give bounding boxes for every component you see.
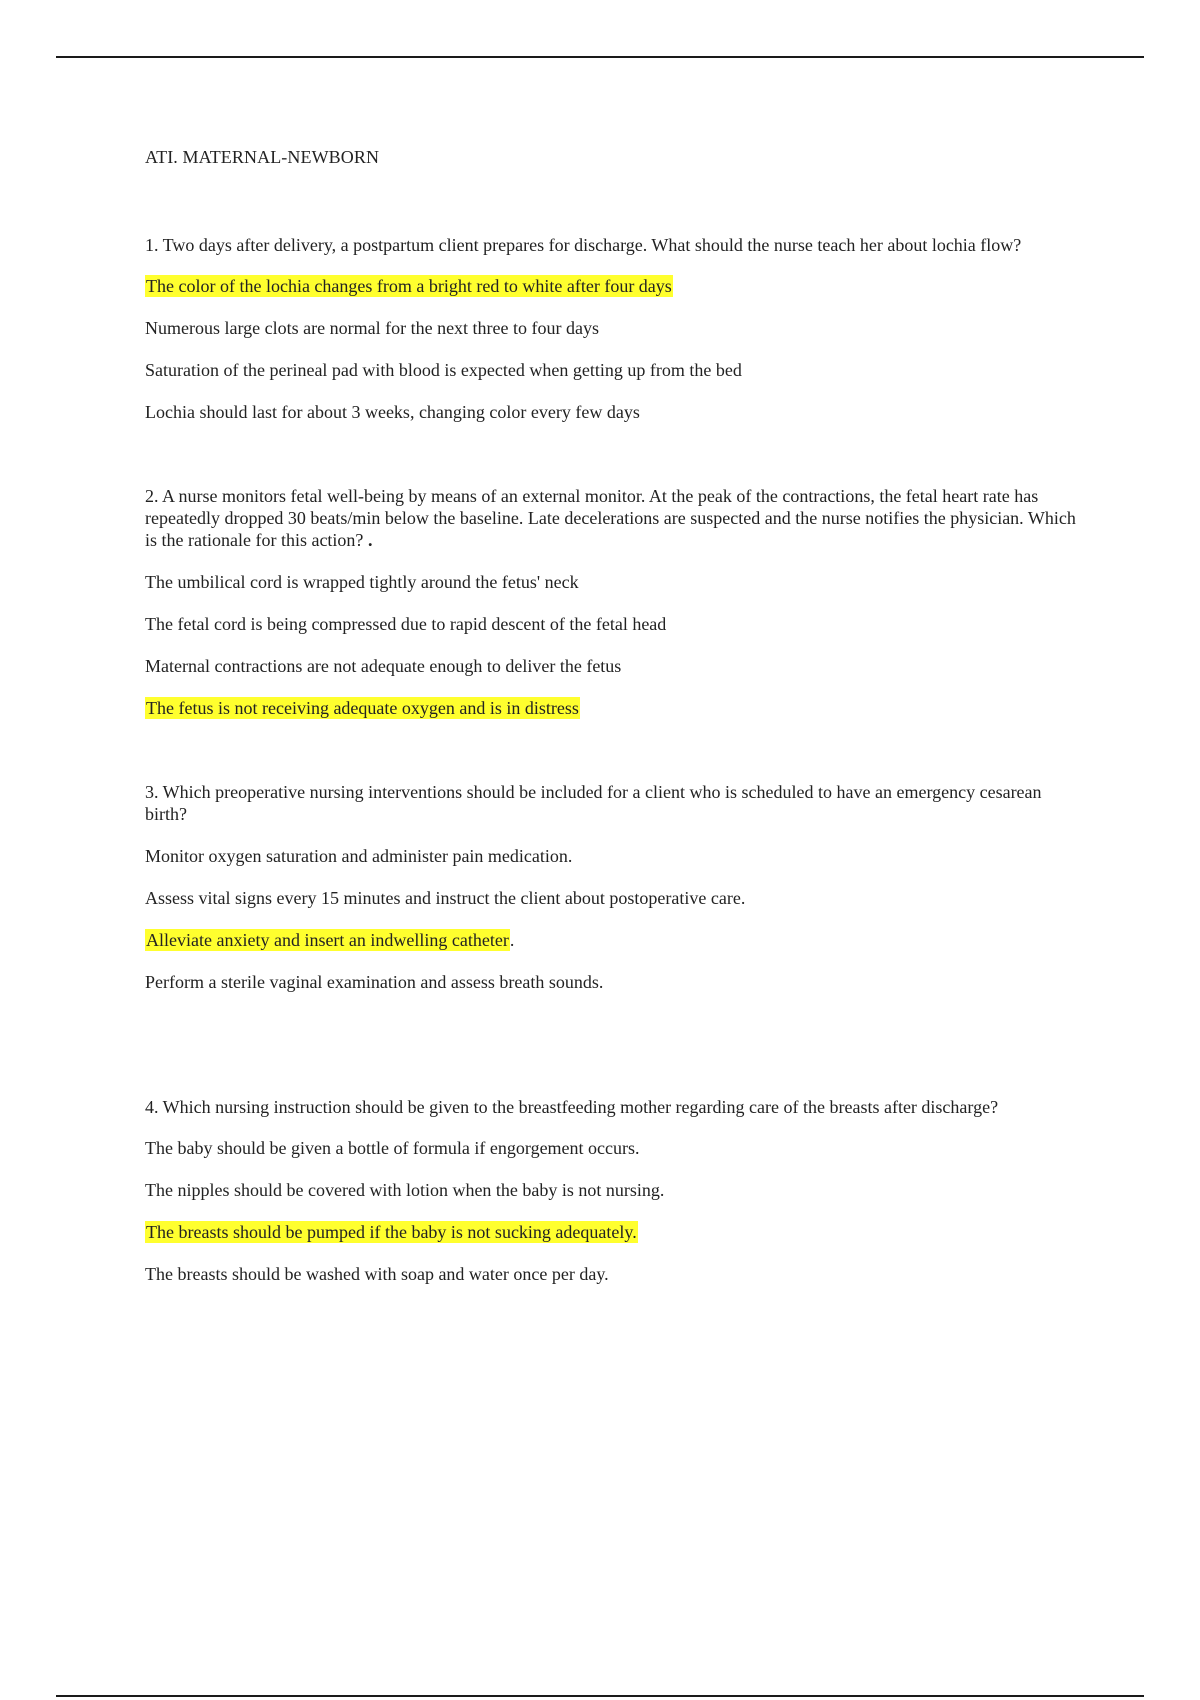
question-3-option-3[interactable] (145, 929, 1085, 951)
question-3-option-4[interactable]: Perform a sterile vaginal examination and assess breath sounds. (145, 972, 604, 992)
question-1-option-1[interactable] (145, 275, 1085, 297)
correct-answer-highlight: The fetus is not receiving adequate oxygen and is in distress (146, 698, 579, 718)
correct-answer-highlight: The breasts should be pumped if the baby is not sucking adequately. (146, 1222, 637, 1242)
bottom-rule (56, 1695, 1144, 1697)
question-4-option-2[interactable]: The nipples should be covered with lotion when the baby is not nursing. (145, 1180, 665, 1200)
question-1-option-2[interactable]: Numerous large clots are normal for the next three to four days (145, 318, 600, 338)
question-2-text (145, 485, 1085, 551)
question-2-option-3[interactable]: Maternal contractions are not adequate enough to deliver the fetus (145, 656, 622, 676)
question-2-option-1[interactable]: The umbilical cord is wrapped tightly around the fetus' neck (145, 572, 579, 592)
question-2 (145, 485, 1085, 719)
document-title: ATI. MATERNAL-NEWBORN (145, 147, 380, 167)
question-2-option-2[interactable]: The fetal cord is being compressed due to rapid descent of the fetal head (145, 614, 667, 634)
question-4-text: 4. Which nursing instruction should be given to the breastfeeding mother regarding care of the breasts after discharge? (145, 1097, 999, 1117)
question-3-option-1[interactable]: Monitor oxygen saturation and administer pain medication. (145, 846, 573, 866)
question-4 (145, 1096, 1085, 1285)
correct-answer-highlight: The color of the lochia changes from a bright red to white after four days (146, 276, 672, 296)
question-3-option-2[interactable]: Assess vital signs every 15 minutes and instruct the client about postoperative care. (145, 888, 746, 908)
correct-answer-highlight: Alleviate anxiety and insert an indwelling catheter (146, 930, 509, 950)
question-4-option-1[interactable]: The baby should be given a bottle of formula if engorgement occurs. (145, 1138, 640, 1158)
option-suffix: . (509, 930, 515, 950)
question-1-option-4[interactable]: Lochia should last for about 3 weeks, changing color every few days (145, 402, 640, 422)
question-1-text: 1. Two days after delivery, a postpartum client prepares for discharge. What should the nurse teach her about lochia flow? (145, 235, 1022, 255)
question-1 (145, 234, 1085, 423)
question-1-option-3[interactable]: Saturation of the perineal pad with blood is expected when getting up from the bed (145, 360, 742, 380)
question-4-option-4[interactable]: The breasts should be washed with soap and water once per day. (145, 1264, 609, 1284)
top-rule (56, 56, 1144, 58)
question-2-text-body: 2. A nurse monitors fetal well-being by means of an external monitor. At the peak of the contractions, the fetal heart rate has repeatedly dropped 30 beats/min below the baseline. Late decelerations are suspected and the nurse notifies the physician. Which is the rationale for this action? (145, 486, 1076, 550)
question-2-trailing-dot: . (367, 530, 373, 550)
question-3-text: 3. Which preoperative nursing interventions should be included for a client who is scheduled to have an emergency cesarean birth? (145, 782, 1042, 824)
document-body (145, 146, 1085, 1285)
question-2-option-4[interactable] (145, 697, 1085, 719)
question-3 (145, 781, 1085, 993)
question-4-option-3[interactable] (145, 1221, 1085, 1243)
